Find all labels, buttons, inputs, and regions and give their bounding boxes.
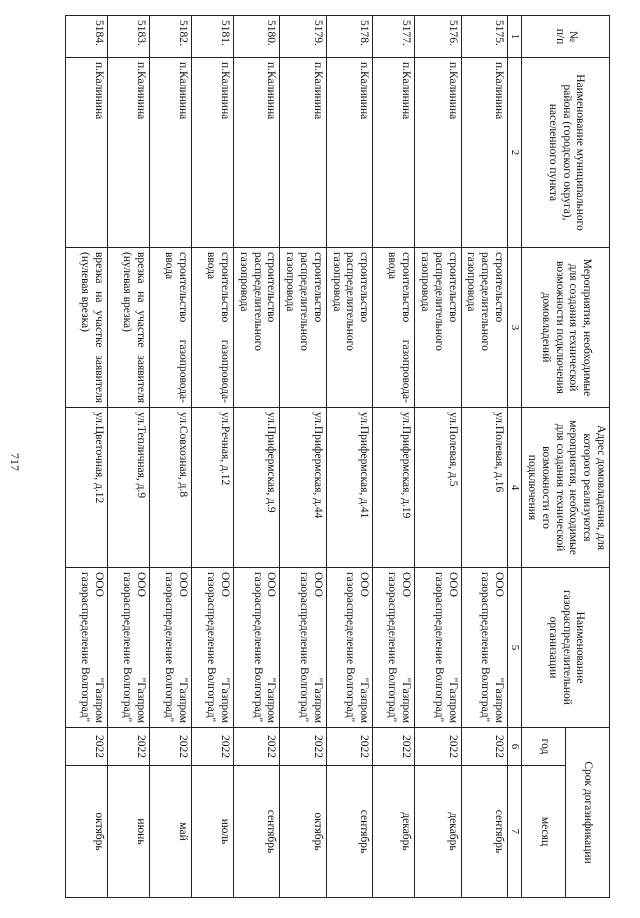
row-year: 2022 (280, 728, 326, 766)
row-address: ул.Прифермская, д.41 (326, 408, 372, 568)
header-measures: Мероприятия, необходимые для создания технической возможности подключения домовладений (522, 248, 610, 408)
row-month: июль (192, 766, 234, 898)
row-settlement: п.Калинина (280, 58, 326, 248)
column-number: 5 (508, 568, 522, 728)
row-measure: строительство распределительного газопровода (326, 248, 372, 408)
table-row (108, 16, 150, 898)
row-address: ул.Совхозная, д.8 (150, 408, 192, 568)
row-address: ул.Полевая, д.5 (415, 408, 461, 568)
header-settlement: Наименование муниципального района (городского округа), населенного пункта (522, 58, 610, 248)
header-deadline: Срок догазификации (566, 728, 610, 898)
row-settlement: п.Калинина (108, 58, 150, 248)
row-month: май (150, 766, 192, 898)
row-settlement: п.Калинина (150, 58, 192, 248)
table-row (66, 16, 108, 898)
table-row (192, 16, 234, 898)
row-number: 5178. (326, 16, 372, 58)
row-year: 2022 (234, 728, 280, 766)
row-organization: ООО "Газпром газораспределение Волгоград" (415, 568, 461, 728)
row-month: декабрь (415, 766, 461, 898)
row-number: 5182. (150, 16, 192, 58)
row-measure: строительство распределительного газопровода (415, 248, 461, 408)
row-month: июнь (108, 766, 150, 898)
row-settlement: п.Калинина (415, 58, 461, 248)
row-measure: врезка на участке заявителя (нулевая врезка) (66, 248, 108, 408)
row-measure: строительство распределительного газопровода (280, 248, 326, 408)
row-organization: ООО "Газпром газораспределение Волгоград" (66, 568, 108, 728)
row-organization: ООО "Газпром газораспределение Волгоград" (373, 568, 415, 728)
row-settlement: п.Калинина (66, 58, 108, 248)
table-row (326, 16, 372, 898)
row-organization: ООО "Газпром газораспределение Волгоград" (326, 568, 372, 728)
row-address: ул.Прифермская, д.44 (280, 408, 326, 568)
header-organization: Наименование газораспределительной организации (522, 568, 610, 728)
header-number: № п/п (522, 16, 610, 58)
table-row (150, 16, 192, 898)
row-number: 5183. (108, 16, 150, 58)
row-organization: ООО "Газпром газораспределение Волгоград" (280, 568, 326, 728)
row-organization: ООО "Газпром газораспределение Волгоград" (461, 568, 507, 728)
row-month: сентябрь (461, 766, 507, 898)
row-number: 5184. (66, 16, 108, 58)
row-measure: врезка на участке заявителя (нулевая врезка) (108, 248, 150, 408)
row-year: 2022 (461, 728, 507, 766)
row-address: ул.Тепличная, д.9 (108, 408, 150, 568)
table-row (234, 16, 280, 898)
table-header (508, 16, 610, 898)
row-month: октябрь (280, 766, 326, 898)
column-number: 2 (508, 58, 522, 248)
row-settlement: п.Калинина (373, 58, 415, 248)
table-row (280, 16, 326, 898)
row-settlement: п.Калинина (326, 58, 372, 248)
row-settlement: п.Калинина (234, 58, 280, 248)
table-row (415, 16, 461, 898)
column-number-row (508, 16, 522, 898)
row-settlement: п.Калинина (461, 58, 507, 248)
row-month: декабрь (373, 766, 415, 898)
row-address: ул.Прифермская, д.9 (234, 408, 280, 568)
row-address: ул.Цветочная, д.12 (66, 408, 108, 568)
table-body (66, 16, 508, 898)
column-number: 4 (508, 408, 522, 568)
row-measure: строительство газопровода-ввода (192, 248, 234, 408)
column-number: 3 (508, 248, 522, 408)
row-number: 5177. (373, 16, 415, 58)
row-address: ул.Прифермская, д.19 (373, 408, 415, 568)
column-number: 6 (508, 728, 522, 766)
row-number: 5181. (192, 16, 234, 58)
row-organization: ООО "Газпром газораспределение Волгоград" (108, 568, 150, 728)
header-month: месяц (522, 766, 566, 898)
table-row (373, 16, 415, 898)
row-number: 5175. (461, 16, 507, 58)
row-measure: строительство распределительного газопровода (234, 248, 280, 408)
row-organization: ООО "Газпром газораспределение Волгоград" (150, 568, 192, 728)
row-month: сентябрь (326, 766, 372, 898)
row-organization: ООО "Газпром газораспределение Волгоград" (192, 568, 234, 728)
row-year: 2022 (373, 728, 415, 766)
row-address: ул.Речная, д.12 (192, 408, 234, 568)
row-year: 2022 (150, 728, 192, 766)
row-year: 2022 (192, 728, 234, 766)
header-year: год (522, 728, 566, 766)
row-year: 2022 (415, 728, 461, 766)
row-number: 5176. (415, 16, 461, 58)
row-year: 2022 (66, 728, 108, 766)
column-number: 7 (508, 766, 522, 898)
row-measure: строительство газопровода-ввода (373, 248, 415, 408)
row-organization: ООО "Газпром газораспределение Волгоград" (234, 568, 280, 728)
row-address: ул.Полевая, д.16 (461, 408, 507, 568)
row-measure: строительство распределительного газопровода (461, 248, 507, 408)
row-measure: строительство газопровода-ввода (150, 248, 192, 408)
rotated-table-sheet (74, 15, 610, 897)
column-number: 1 (508, 16, 522, 58)
row-number: 5180. (234, 16, 280, 58)
row-settlement: п.Калинина (192, 58, 234, 248)
row-year: 2022 (108, 728, 150, 766)
table-row (461, 16, 507, 898)
row-month: сентябрь (234, 766, 280, 898)
gasification-table (65, 15, 610, 898)
row-month: октябрь (66, 766, 108, 898)
page-number: 717 (8, 453, 22, 471)
row-year: 2022 (326, 728, 372, 766)
header-address: Адрес домовладения, для которого реализуются мероприятия, необходимые для создания технической возможности его подключения (522, 408, 610, 568)
row-number: 5179. (280, 16, 326, 58)
